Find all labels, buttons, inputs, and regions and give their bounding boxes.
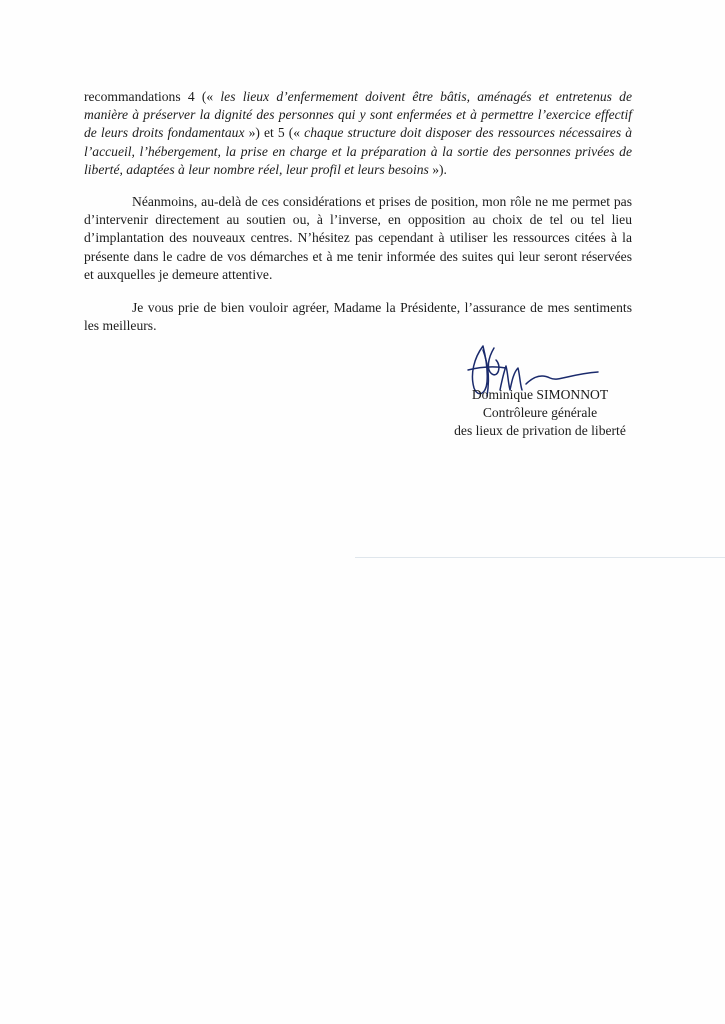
footer-rule	[355, 557, 725, 558]
signatory-title-line-2: des lieux de privation de liberté	[454, 423, 626, 438]
letter-body	[84, 88, 632, 335]
paragraph-closing: Je vous prie de bien vouloir agréer, Madame la Présidente, l’assurance de mes sentiments les meilleurs.	[84, 300, 632, 334]
signatory-name: Dominique SIMONNOT	[471, 387, 609, 402]
paragraph-position: Néanmoins, au-delà de ces considérations et prises de position, mon rôle ne me permet pas d’intervenir directement au soutien ou, à l’inverse, en opposition au choix de tel ou tel lieu d’implantation des nouveaux centres. N’hésitez pas cependant à utiliser les ressources citées à la présente dans le cadre de vos démarches et à me tenir informée des suites qui leur seront réservées et auxquelles je demeure attentive.	[84, 194, 632, 282]
signature-block	[410, 338, 670, 448]
quote-recommendation-5: chaque structure doit disposer des ressources nécessaires à l’accueil, l’hébergement, la prise en charge et la préparation à la sortie des personnes privées de liberté, adaptées à leur nombre réel, leur profil et leurs besoins	[84, 125, 633, 177]
quote-recommendation-4: les lieux d’enfermement doivent être bâtis, aménagés et entretenus de manière à préserver la dignité des personnes qui y sont enfermées et à permettre l’exercice effectif de leurs droits fondamentaux	[84, 89, 632, 141]
paragraph-text: »).	[428, 161, 447, 177]
paragraph-recommendations	[84, 88, 632, 179]
signatory-title-line-1: Contrôleure générale	[482, 405, 598, 420]
paragraph-text: ») et 5 («	[244, 125, 305, 141]
paragraph-text: recommandations 4 («	[84, 89, 221, 104]
